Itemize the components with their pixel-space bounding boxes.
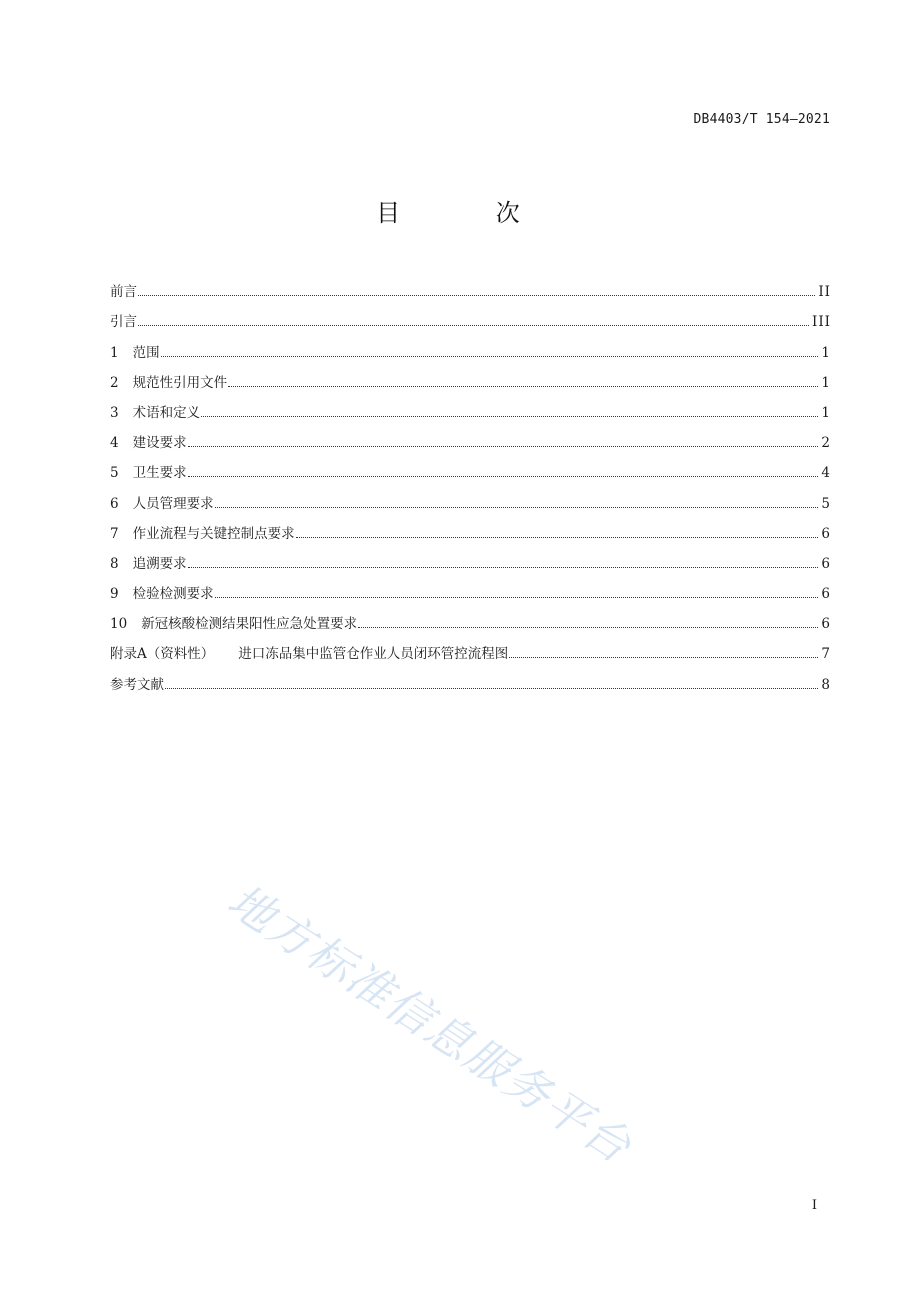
toc-entry-page: 1	[821, 374, 831, 391]
toc-entry-title: 前言	[110, 284, 137, 301]
toc-entry-introduction[interactable]	[110, 300, 831, 330]
toc-entry-label	[110, 435, 187, 451]
toc-leader-dots	[188, 567, 819, 568]
toc-entry-label	[110, 616, 357, 632]
toc-entry-10[interactable]	[110, 602, 831, 632]
toc-entry-number: 1	[110, 344, 119, 361]
toc-entry-label	[110, 526, 295, 542]
toc-entry-page: 2	[821, 435, 831, 452]
toc-entry-title: 新冠核酸检测结果阳性应急处置要求	[141, 616, 358, 633]
document-code: DB4403/T 154—2021	[693, 112, 830, 127]
toc-entry-label	[110, 496, 214, 512]
toc-entry-page: II	[818, 284, 831, 301]
toc-entry-title: 范围	[132, 344, 160, 361]
toc-leader-dots	[215, 597, 819, 598]
toc-entry-label	[110, 556, 187, 572]
toc-entry-page: 5	[821, 495, 831, 512]
page-number: I	[811, 1198, 817, 1213]
toc-leader-dots	[138, 295, 815, 296]
toc-leader-dots	[228, 386, 818, 387]
toc-entry-page: 7	[821, 646, 831, 663]
toc-entry-number: 10	[110, 616, 128, 633]
toc-entry-bibliography[interactable]	[110, 662, 831, 692]
toc-entry-label	[110, 586, 214, 602]
toc-entry-label	[110, 677, 164, 693]
toc-leader-dots	[165, 688, 818, 689]
toc-entry-number: 附录A（资料性）	[110, 646, 215, 663]
toc-leader-dots	[509, 657, 818, 658]
toc-entry-number: 7	[110, 525, 119, 542]
toc-entry-title: 追溯要求	[132, 555, 187, 572]
toc-leader-dots	[296, 537, 819, 538]
watermark-text: 地方标准信息服务平台	[218, 873, 642, 1175]
toc-entry-label	[110, 284, 137, 300]
toc-entry-7[interactable]	[110, 512, 831, 542]
toc-leader-dots	[161, 356, 819, 357]
toc-entry-title: 检验检测要求	[132, 586, 214, 603]
toc-entry-3[interactable]	[110, 391, 831, 421]
toc-leader-dots	[201, 416, 818, 417]
toc-title: 目 次	[376, 199, 564, 227]
toc-leader-dots	[188, 446, 819, 447]
toc-entry-title: 人员管理要求	[132, 495, 214, 512]
toc-entry-page: 4	[821, 465, 831, 482]
toc-entry-title: 术语和定义	[132, 404, 201, 421]
toc-entry-title: 进口冻品集中监管仓作业人员闭环管控流程图	[238, 646, 509, 663]
toc-entry-title: 参考文献	[110, 676, 164, 693]
toc-entry-label	[110, 646, 508, 662]
toc-entry-title: 引言	[110, 314, 137, 331]
toc-entry-page: 8	[821, 676, 831, 693]
toc-entry-number: 2	[110, 374, 119, 391]
toc-entry-number: 4	[110, 435, 119, 452]
toc-entry-1[interactable]	[110, 330, 831, 360]
toc-entry-title: 规范性引用文件	[132, 374, 228, 391]
toc-entry-title: 卫生要求	[132, 465, 187, 482]
toc-entry-5[interactable]	[110, 451, 831, 481]
toc-entry-page: 1	[821, 344, 831, 361]
toc-entry-page: 6	[821, 555, 831, 572]
toc-entry-page: III	[812, 314, 831, 331]
toc-entry-page: 1	[821, 404, 831, 421]
toc-entry-label	[110, 314, 137, 330]
toc-entry-4[interactable]	[110, 421, 831, 451]
toc-entry-label	[110, 375, 227, 391]
toc-leader-dots	[188, 476, 819, 477]
toc-entry-6[interactable]	[110, 481, 831, 511]
toc-entry-page: 6	[821, 586, 831, 603]
toc-entry-number: 6	[110, 495, 119, 512]
toc-leader-dots	[215, 507, 819, 508]
toc-entry-label	[110, 405, 200, 421]
toc-entry-number: 5	[110, 465, 119, 482]
toc-entry-page: 6	[821, 525, 831, 542]
toc-entry-2[interactable]	[110, 361, 831, 391]
toc-entry-8[interactable]	[110, 542, 831, 572]
toc-entry-number: 9	[110, 586, 119, 603]
toc-entry-number: 3	[110, 404, 119, 421]
toc-entry-title: 建设要求	[132, 435, 187, 452]
table-of-contents	[110, 270, 831, 693]
toc-entry-foreword[interactable]	[110, 270, 831, 300]
toc-entry-page: 6	[821, 616, 831, 633]
toc-entry-title: 作业流程与关键控制点要求	[132, 525, 295, 542]
toc-leader-dots	[358, 627, 818, 628]
toc-entry-number: 8	[110, 555, 119, 572]
toc-leader-dots	[138, 325, 809, 326]
toc-entry-appendix-a[interactable]	[110, 632, 831, 662]
toc-entry-label	[110, 345, 160, 361]
toc-entry-9[interactable]	[110, 572, 831, 602]
toc-entry-label	[110, 465, 187, 481]
